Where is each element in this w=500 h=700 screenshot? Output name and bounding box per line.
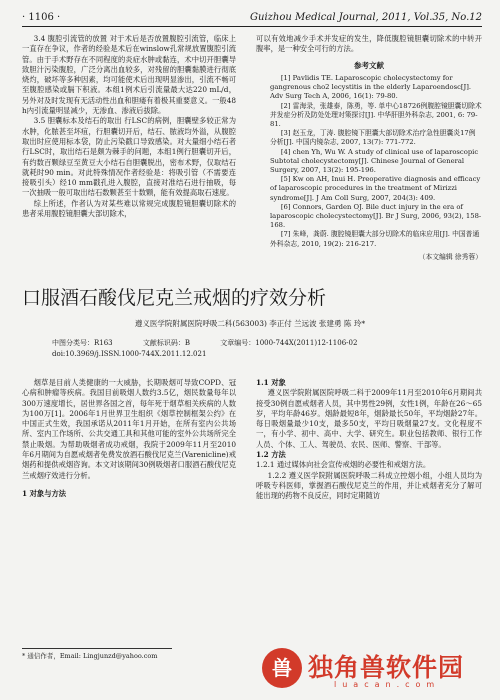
section-1-2-heading: 1.2 方法 [256,450,286,460]
reference-item: [1] Pavlidis TE. Laparoscopic cholecystectomy for gangrenous cho2 lecystitis in the elderly Laparoendosc[J]. Adv Surg Tech A, 2006, 16(1): 79-80. [270,73,472,101]
reference-item: [3] 赵玉龙，丁涛. 腹腔镜下胆囊大部切除术治疗急性胆囊炎17例分析[J]. 中国内镜杂志, 2007, 13(7): 771-772. [270,129,476,147]
section-3-4-paragraph: 3.4 腹腔引流管的放置 对于术后是否放置腹腔引流管，临床上一直存在争议，作者的经验是术后在winslow孔常规放置腹腔引流管。由于手术野存在不同程度的炎症水肿或黏连，术中切开胆囊导致胆汁污染腹腔，广泛分离出血较多，对残留的胆囊黏膜进行彻底烧灼，破坏等多种因素，均可能使术后出现明显渗出，引流不畅可至腹腔感染或膈下积液。本组1例术后引流量最大达220 mL/d，另外对及时发现有无活动性出血和胆瘘有着极其重要意义。一般48 h内引流量明显减少，无渗血、渗液后拔除。 [22,34,236,116]
document-code: 文献标识码：B [142,339,191,347]
reference-item: [7] 朱峰，龚蔚. 腹腔镜胆囊大部分切除术的临床应用[J]. 中国普通外科杂志, 2010, 19(2): 216-217. [270,230,480,248]
clc-number: 中图分类号：R163 [52,339,113,347]
editor-note: （本文编辑 徐秀蓉） [418,252,482,261]
article-number: 文章编号：1000-744X(2011)12-1106-02 [220,339,358,347]
article-left-column [22,378,236,638]
section-1-1-heading: 1.1 对象 [256,378,286,387]
reference-item: [5] Kw on AH, Inui H. Preoperative diagnosis and efficacy of laparoscopic procedures in the treatment of Mirizzi syndrome[J]. J Am Coll Surg, 2007, 204(3): 409. [270,175,481,202]
reference-item: [2] 雷海录，张雄泰，陈勇，等. 单中心18726例腹腔镜胆囊切除术并发症分析及防处处理对策探讨[J]. 中华肝胆外科杂志, 2001, 6: 79-81. [270,101,482,128]
references-heading: 参考文献 [354,60,384,70]
previous-article-left-column [22,34,236,272]
watermark-text: 独角兽软件园 [308,653,465,682]
method-1-2-1: 1.2.1 通过媒体向社会宣传戒烟的必要性和戒烟方法。 [256,460,431,470]
article-authors: 遵义医学院附属医院呼吸二科(563003) 李正付 兰远波 张建勇 陈 玲* [134,319,366,328]
running-header [22,10,482,27]
unicorn-logo-icon: 兽 [262,648,302,688]
previous-article-right-column [256,34,482,272]
article-title: 口服酒石酸伐尼克兰戒烟的疗效分析 [22,287,327,309]
page-number: · 1106 · [22,12,61,23]
article-right-column [256,378,482,638]
corresponding-author-footnote: * 通信作者，Email: Lingjunzd@yahoo.com [22,648,172,660]
watermark-url: luacan.com [334,680,441,689]
reference-item: [4] chen Yh, Wu W. A study of clinical use of laparoscopic Subtotal cholecystectomy[J]. Chinese Journal of General Surgery, 2007, 13(2): 195-196. [270,147,479,174]
introduction-paragraph: 烟草是目前人类健康的一大威胁，长期吸烟可导致COPD、冠心病和肿瘤等疾病。我国目前吸烟人数约3.5亿，烟民数量每年以300万速度增长，居世界各国之首，每年死于烟草相关疾病的人数为100万[1]。2006年1月世界卫生组织《烟草控制框架公约》在中国正式生效，我国承诺从2011年1月开始，在所有室内公共场所、室内工作场所、公共交通工具和其他可能的室外公共场所完全禁止吸烟。为帮助吸烟者成功戒烟，我院于2009年11月至2010年6月期间为自愿戒烟者免费发放酒石酸伐尼克兰(Varenicline)戒烟药和提供戒烟咨询。本文对该期间30例吸烟者口服酒石酸伐尼克兰戒烟疗效进行分析。 [22,378,236,480]
method-1-2-2: 1.2.2 遵义医学院附属医院呼吸二科成立控烟小组，小组人员均为呼吸专科医师，掌握酒石酸伐尼克兰的作用，并让戒烟者充分了解可能出现的药物不良反应，同时定期随访 [256,470,482,501]
section-3-5-paragraph: 3.5 胆囊标本及结石的取出 行LSC的病例，胆囊壁多较正常为水肿，化脓甚至坏疽，行胆囊切开后，结石、脓液均外溢，从腹腔取出时应使用标本袋，防止污染戳口导致感染。对大量细小结石者行LSC时，取出结石是颇为棘手的问题，本组1例行胆囊切开后，有约数百颗绿豆至黄豆大小结石自胆囊脱出，密布术野，仅取结石就耗时90 min。对此特殊情况作者经验是：将吸引管（不需要连接吸引头）经10 mm戳孔进入腹腔，直接对准结石进行抽吸，每一次抽吸一般可取出结石数颗甚至十数颗，能有效提高取石速度。 [22,116,236,198]
site-watermark [262,646,492,694]
article-metadata [52,338,452,360]
reference-item: [6] Connors, Garden OJ. Bile duct injury in the era of laparoscopic cholecystectomy[J]. Br J Surg, 2006, 93(2), 158-168. [270,202,482,230]
doi: doi:10.3969/j.ISSN.1000-744X.2011.12.021 [52,350,207,358]
subjects-paragraph: 遵义医学院附属医院呼吸二科于2009年11月至2010年6月期间共接受30例自愿戒烟者人员，其中男性29例，女性1例，年龄在26～65岁，平均年龄46岁。烟龄最短8年，烟龄最长50年，平均烟龄27年。每日吸烟量最少10支，最多50支，平均日吸烟量27支。文化程度不一，有小学、初中、高中、大学、研究生。职业包括教师、银行工作人员、个体、工人、驾驶员、农民、医师、警察、干部等。 [256,388,482,449]
conclusion-paragraph: 可以有效地减少手术并发症的发生，降低腹腔镜胆囊切除术的中转开腹率，是一种安全可行的方法。 [256,34,482,54]
section-1-heading: 1 对象与方法 [22,488,67,498]
journal-citation: Guizhou Medical Journal, 2011, Vol.35, No.12 [250,12,482,23]
summary-paragraph: 综上所述，作者认为对某些难以常规完成腹腔镜胆囊切除术的患者采用腹腔镜胆囊大部切除术， [22,198,236,219]
